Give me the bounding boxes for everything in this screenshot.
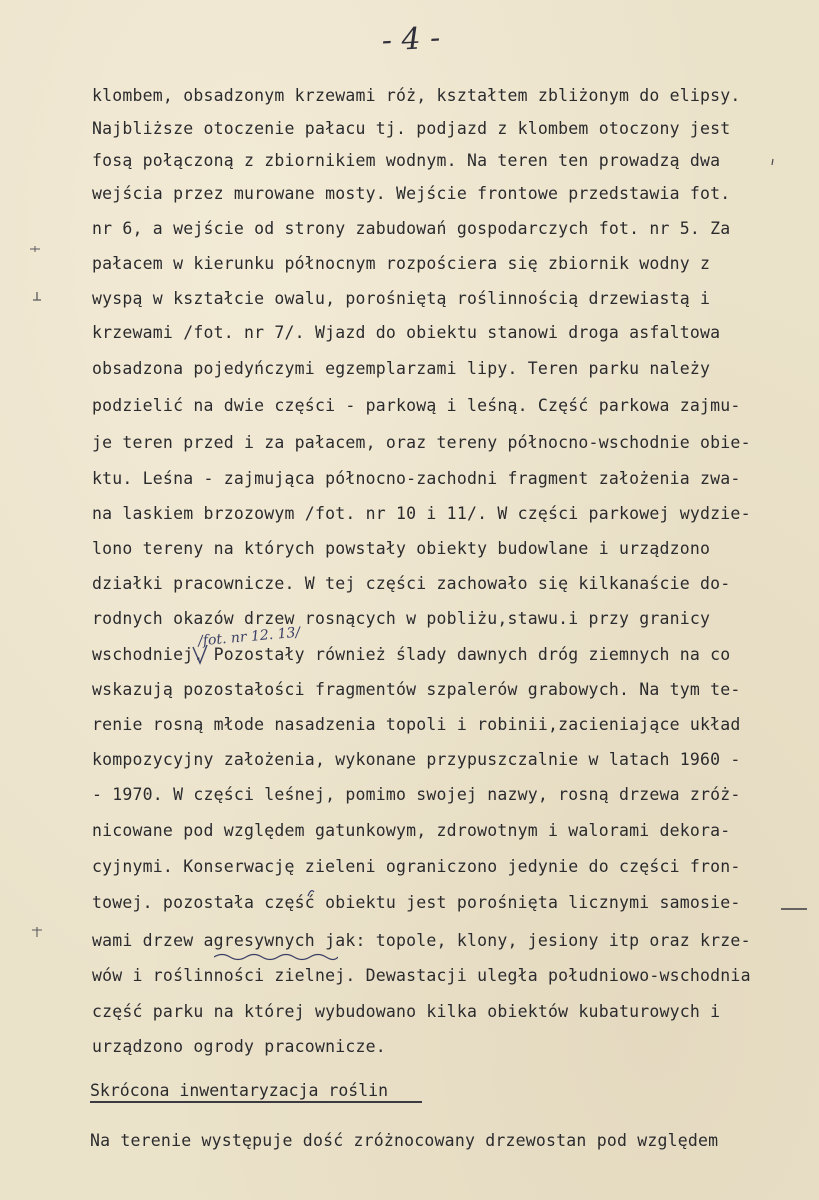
text-line: wyspą w kształcie owalu, porośniętą roślinnością drzewiastą i: [92, 289, 711, 308]
text-line: część parku na której wybudowano kilka obiektów kubaturowych i: [92, 1002, 721, 1021]
text-line: - 1970. W części leśnej, pomimo swojej nazwy, rosną drzewa zróż-: [92, 785, 741, 804]
text-line: fosą połączoną z zbiornikiem wodnym. Na teren ten prowadzą dwa: [92, 151, 721, 170]
text-line: renie rosną młode nasadzenia topoli i robinii,zacieniające układ: [92, 715, 741, 734]
text-line: Na terenie występuje dość zróżnocowany drzewostan pod względem: [90, 1131, 719, 1150]
text-line: nicowane pod względem gatunkowym, zdrowotnym i walorami dekora-: [92, 821, 731, 840]
text-line: wów i roślinności zielnej. Dewastacji uległa południowo-wschodnia: [92, 966, 751, 985]
binding-hole-mark: [30, 290, 44, 304]
text-line: podzielić na dwie części - parkową i leśną. Część parkowa zajmu-: [92, 396, 741, 415]
text-line: na laskiem brzozowym /fot. nr 10 i 11/. W części parkowej wydzie-: [92, 504, 751, 523]
text-line: towej. pozostała część obiektu jest porośnięta licznymi samosie-: [92, 893, 741, 912]
text-line: nr 6, a wejście od strony zabudowań gospodarczych fot. nr 5. Za: [92, 219, 731, 238]
handwritten-note: /fot. nr 12. 13/: [197, 624, 301, 650]
text-line: lono tereny na których powstały obiekty budowlane i urządzono: [92, 539, 711, 558]
text-line: wskazują pozostałości fragmentów szpalerów grabowych. Na tym te-: [92, 680, 741, 699]
text-line: wami drzew agresywnych jak: topole, klony, jesiony itp oraz krze-: [92, 931, 751, 950]
wavy-underline-mark: [214, 952, 338, 962]
insertion-caret-icon: [190, 643, 210, 667]
text-line: pałacem w kierunku północnym rozpościera się zbiornik wodny z: [92, 254, 711, 273]
text-line: rodnych okazów drzew rosnących w pobliżu,stawu.i przy granicy: [92, 609, 711, 628]
page-number: - 4 -: [380, 20, 442, 59]
binding-hole-mark: [30, 925, 44, 939]
correction-mark: [306, 886, 316, 898]
text-line: je teren przed i za pałacem, oraz tereny północno-wschodnie obie-: [92, 433, 751, 452]
text-line: wejścia przez murowane mosty. Wejście frontowe przedstawia fot.: [92, 184, 731, 203]
text-line: ktu. Leśna - zajmująca północno-zachodni fragment założenia zwa-: [92, 469, 741, 488]
heading-underline: [90, 1101, 422, 1103]
text-line: Najbliższe otoczenie pałacu tj. podjazd z klombem otoczony jest: [92, 119, 731, 138]
text-line: działki pracownicze. W tej części zachowało się kilkanaście do-: [92, 574, 731, 593]
text-line: urządzono ogrody pracownicze.: [92, 1037, 386, 1056]
text-line: obsadzona pojedyńczymi egzemplarzami lipy. Teren parku należy: [92, 359, 711, 378]
binding-hole-mark: [28, 242, 42, 256]
text-line: kompozycyjny założenia, wykonane przypuszczalnie w latach 1960 -: [92, 750, 741, 769]
text-line: krzewami /fot. nr 7/. Wjazd do obiektu stanowi droga asfaltowa: [92, 323, 721, 342]
text-line: wschodniej. Pozostały również ślady dawnych dróg ziemnych na co: [92, 645, 731, 664]
text-line: cyjnymi. Konserwację zieleni ograniczono jedynie do części fron-: [92, 857, 741, 876]
margin-dash-mark: [780, 906, 808, 912]
section-heading: Skrócona inwentaryzacja roślin: [90, 1081, 389, 1100]
text-line: klombem, obsadzonym krzewami róż, kształtem zbliżonym do elipsy.: [92, 86, 741, 105]
stray-mark: [770, 158, 776, 166]
